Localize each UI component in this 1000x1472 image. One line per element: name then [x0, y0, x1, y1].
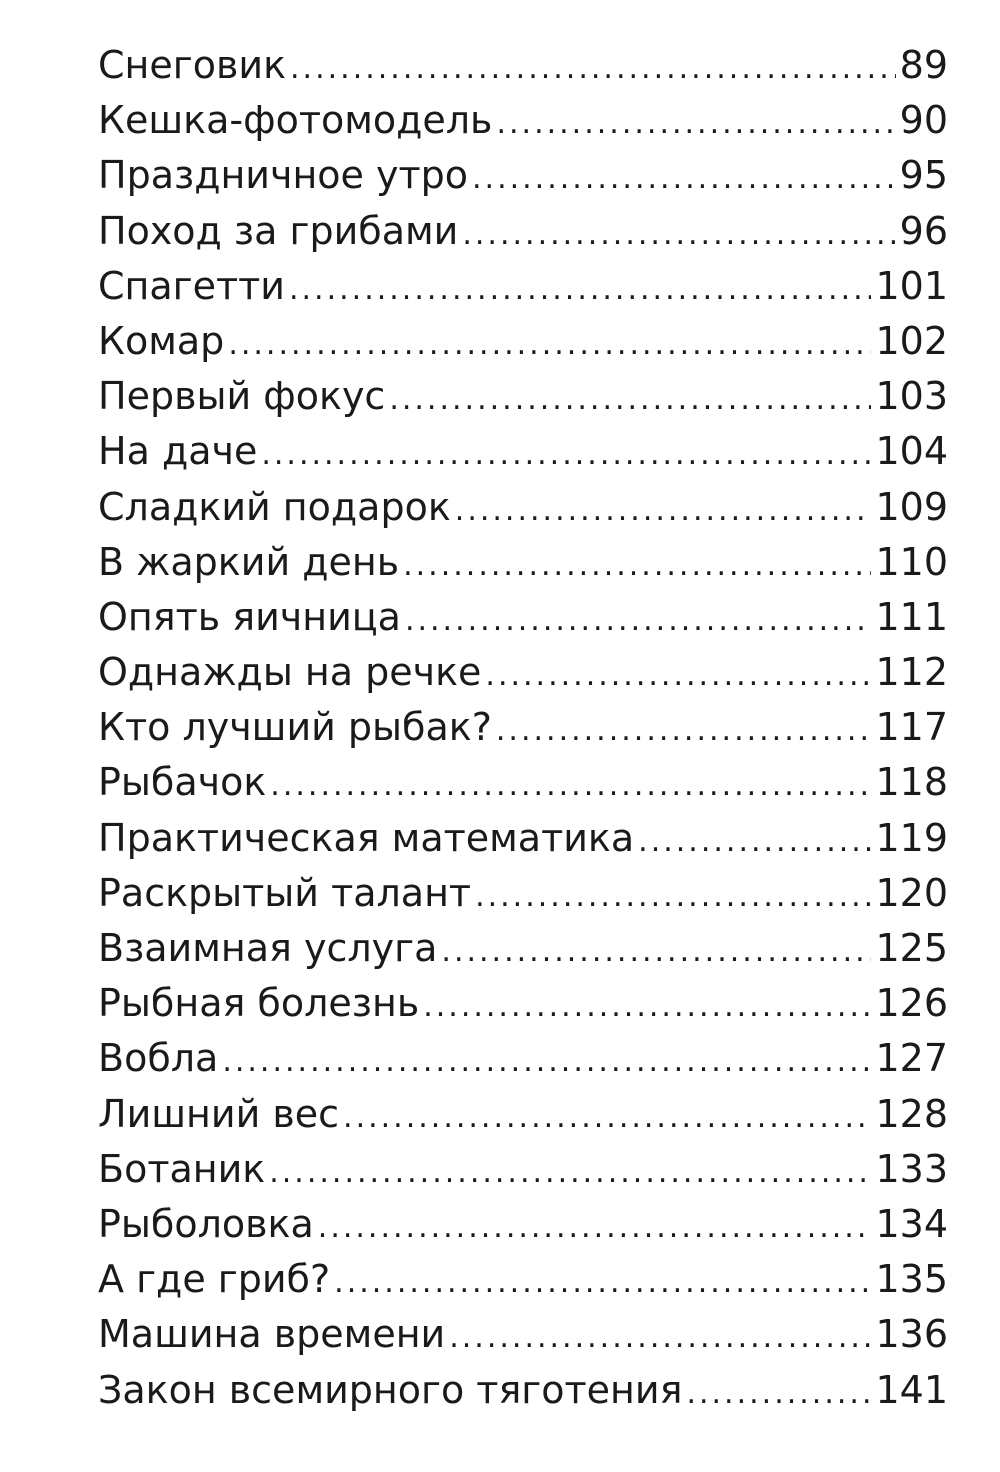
toc-entry-title: Кто лучший рыбак? — [98, 705, 492, 750]
toc-entry — [98, 535, 948, 590]
toc-entry — [98, 590, 948, 645]
toc-entry — [98, 976, 948, 1031]
toc-entry — [98, 811, 948, 866]
toc-entry-page: 95 — [899, 153, 948, 198]
dot-leader — [686, 1366, 871, 1418]
toc-entry — [98, 755, 948, 810]
toc-entry-title: Снеговик — [98, 43, 287, 87]
dot-leader — [270, 758, 871, 810]
toc-entry — [98, 38, 948, 93]
toc-entry-page: 109 — [875, 484, 948, 529]
toc-entry-page: 90 — [899, 98, 948, 143]
toc-entry-page: 102 — [875, 318, 948, 363]
toc-entry-page: 101 — [875, 263, 948, 308]
toc-entry — [98, 1363, 948, 1418]
dot-leader — [318, 1200, 872, 1252]
toc-entry-title: Раскрытый талант — [98, 870, 472, 915]
toc-entry-title: Однажды на речке — [98, 650, 482, 695]
toc-entry-title: На даче — [98, 429, 258, 474]
toc-entry — [98, 645, 948, 700]
toc-entry-title: Взаимная услуга — [98, 926, 438, 970]
toc-entry-page: 111 — [875, 594, 948, 639]
toc-entry-page: 119 — [875, 815, 948, 860]
toc-entry-title: А где гриб? — [98, 1257, 331, 1302]
toc-entry-page: 103 — [875, 374, 948, 419]
toc-entry — [98, 480, 948, 535]
toc-entry-page: 136 — [875, 1312, 948, 1357]
toc-entry — [98, 866, 948, 921]
toc-entry — [98, 424, 948, 479]
toc-entry-page: 104 — [875, 429, 948, 474]
dot-leader — [485, 648, 871, 700]
dot-leader — [261, 427, 871, 479]
dot-leader — [455, 483, 872, 535]
toc-entry-page: 117 — [875, 705, 948, 750]
toc-entry — [98, 700, 948, 755]
toc-entry-title: Кешка-фотомодель — [98, 98, 493, 143]
toc-entry-page: 96 — [899, 208, 948, 253]
toc-entry — [98, 204, 948, 259]
dot-leader — [462, 207, 895, 259]
dot-leader — [449, 1310, 871, 1362]
toc-entry-page: 110 — [875, 539, 948, 584]
dot-leader — [405, 593, 872, 645]
toc-entry-title: Сладкий подарок — [98, 484, 451, 529]
toc-entry-page: 141 — [875, 1367, 948, 1412]
toc-entry — [98, 1087, 948, 1142]
toc-entry-title: Вобла — [98, 1036, 219, 1081]
toc-entry — [98, 1307, 948, 1362]
toc-entry-page: 112 — [875, 650, 948, 695]
toc-entry-title: Рыбачок — [98, 760, 267, 805]
dot-leader — [441, 924, 871, 976]
dot-leader — [290, 41, 896, 93]
toc-entry-page: 135 — [875, 1257, 948, 1302]
dot-leader — [334, 1255, 871, 1307]
toc-entry-title: Спагетти — [98, 263, 285, 308]
toc-entry-page: 133 — [875, 1146, 948, 1191]
toc-entry — [98, 259, 948, 314]
toc-entry-page: 126 — [875, 981, 948, 1026]
toc-entry-page: 127 — [875, 1036, 948, 1081]
toc-entry-title: Рыболовка — [98, 1201, 314, 1246]
toc-entry-page: 125 — [875, 926, 948, 970]
dot-leader — [496, 703, 872, 755]
toc-entry-title: Комар — [98, 318, 225, 363]
toc-entry — [98, 1142, 948, 1197]
dot-leader — [228, 317, 871, 369]
toc-entry-page: 128 — [875, 1091, 948, 1136]
toc-entry-title: Практическая математика — [98, 815, 635, 860]
dot-leader — [496, 96, 895, 148]
toc-entry-title: В жаркий день — [98, 539, 400, 584]
toc-entry-page: 120 — [875, 870, 948, 915]
dot-leader — [222, 1034, 871, 1086]
toc-entry-page: 89 — [899, 43, 948, 87]
toc-entry — [98, 314, 948, 369]
toc-entry — [98, 1252, 948, 1307]
toc-entry-page: 118 — [875, 760, 948, 805]
toc-entry-title: Ботаник — [98, 1146, 266, 1191]
dot-leader — [423, 979, 871, 1031]
toc-entry-title: Лишний вес — [98, 1091, 340, 1136]
toc-entry-title: Машина времени — [98, 1312, 446, 1357]
toc-entry-title: Рыбная болезнь — [98, 981, 420, 1026]
toc-entry-title: Первый фокус — [98, 374, 386, 419]
toc-entry-title: Опять яичница — [98, 594, 401, 639]
dot-leader — [343, 1090, 871, 1142]
dot-leader — [403, 538, 871, 590]
toc-entry — [98, 93, 948, 148]
dot-leader — [389, 372, 871, 424]
toc-entry — [98, 921, 948, 976]
toc-entry — [98, 369, 948, 424]
toc-entry-title: Поход за грибами — [98, 208, 459, 253]
dot-leader — [269, 1145, 871, 1197]
dot-leader — [472, 151, 896, 203]
toc-entry-title: Закон всемирного тяготения — [98, 1367, 683, 1412]
toc-entry — [98, 148, 948, 203]
toc-entry-page: 134 — [875, 1201, 948, 1246]
toc-entry-title: Праздничное утро — [98, 153, 468, 198]
table-of-contents — [98, 38, 948, 1418]
toc-entry — [98, 1197, 948, 1252]
dot-leader — [475, 869, 871, 921]
dot-leader — [638, 814, 871, 866]
dot-leader — [289, 262, 871, 314]
toc-entry — [98, 1031, 948, 1086]
